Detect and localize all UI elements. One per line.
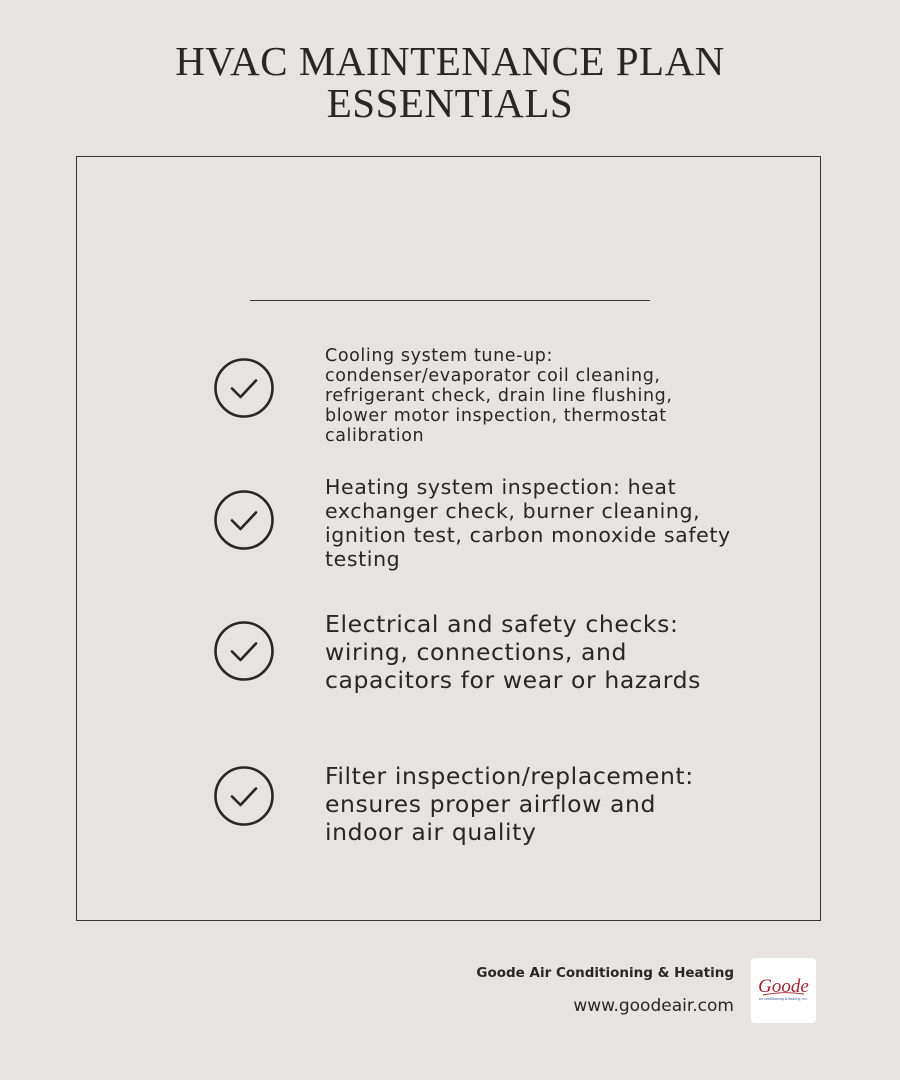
check-circle-icon bbox=[212, 356, 276, 420]
goode-logo-icon bbox=[751, 958, 816, 1023]
list-item-text: Electrical and safety checks: wiring, connections, and capacitors for wear or hazards bbox=[325, 610, 701, 694]
title-line-1: HVAC MAINTENANCE PLAN bbox=[175, 38, 725, 84]
list-item-text: Cooling system tune-up: condenser/evaporator coil cleaning, refrigerant check, drain line flushing, blower motor inspection, thermostat calibration bbox=[325, 346, 673, 446]
company-website-link[interactable]: www.goodeair.com bbox=[573, 996, 734, 1016]
divider-line bbox=[250, 300, 650, 301]
logo-brand-text: Goode bbox=[758, 976, 809, 997]
list-item-text: Filter inspection/replacement: ensures proper airflow and indoor air quality bbox=[325, 762, 694, 846]
check-circle-icon bbox=[212, 764, 276, 828]
list-item-text: Heating system inspection: heat exchanger check, burner cleaning, ignition test, carbon monoxide safety testing bbox=[325, 475, 731, 571]
check-circle-icon bbox=[212, 488, 276, 552]
company-logo bbox=[751, 958, 816, 1023]
check-circle-icon bbox=[212, 619, 276, 683]
title-line-2: ESSENTIALS bbox=[326, 80, 574, 126]
logo-tagline-text: air conditioning & heating, inc. bbox=[758, 997, 809, 1001]
company-name: Goode Air Conditioning & Heating bbox=[476, 965, 734, 981]
page-title bbox=[90, 40, 810, 124]
